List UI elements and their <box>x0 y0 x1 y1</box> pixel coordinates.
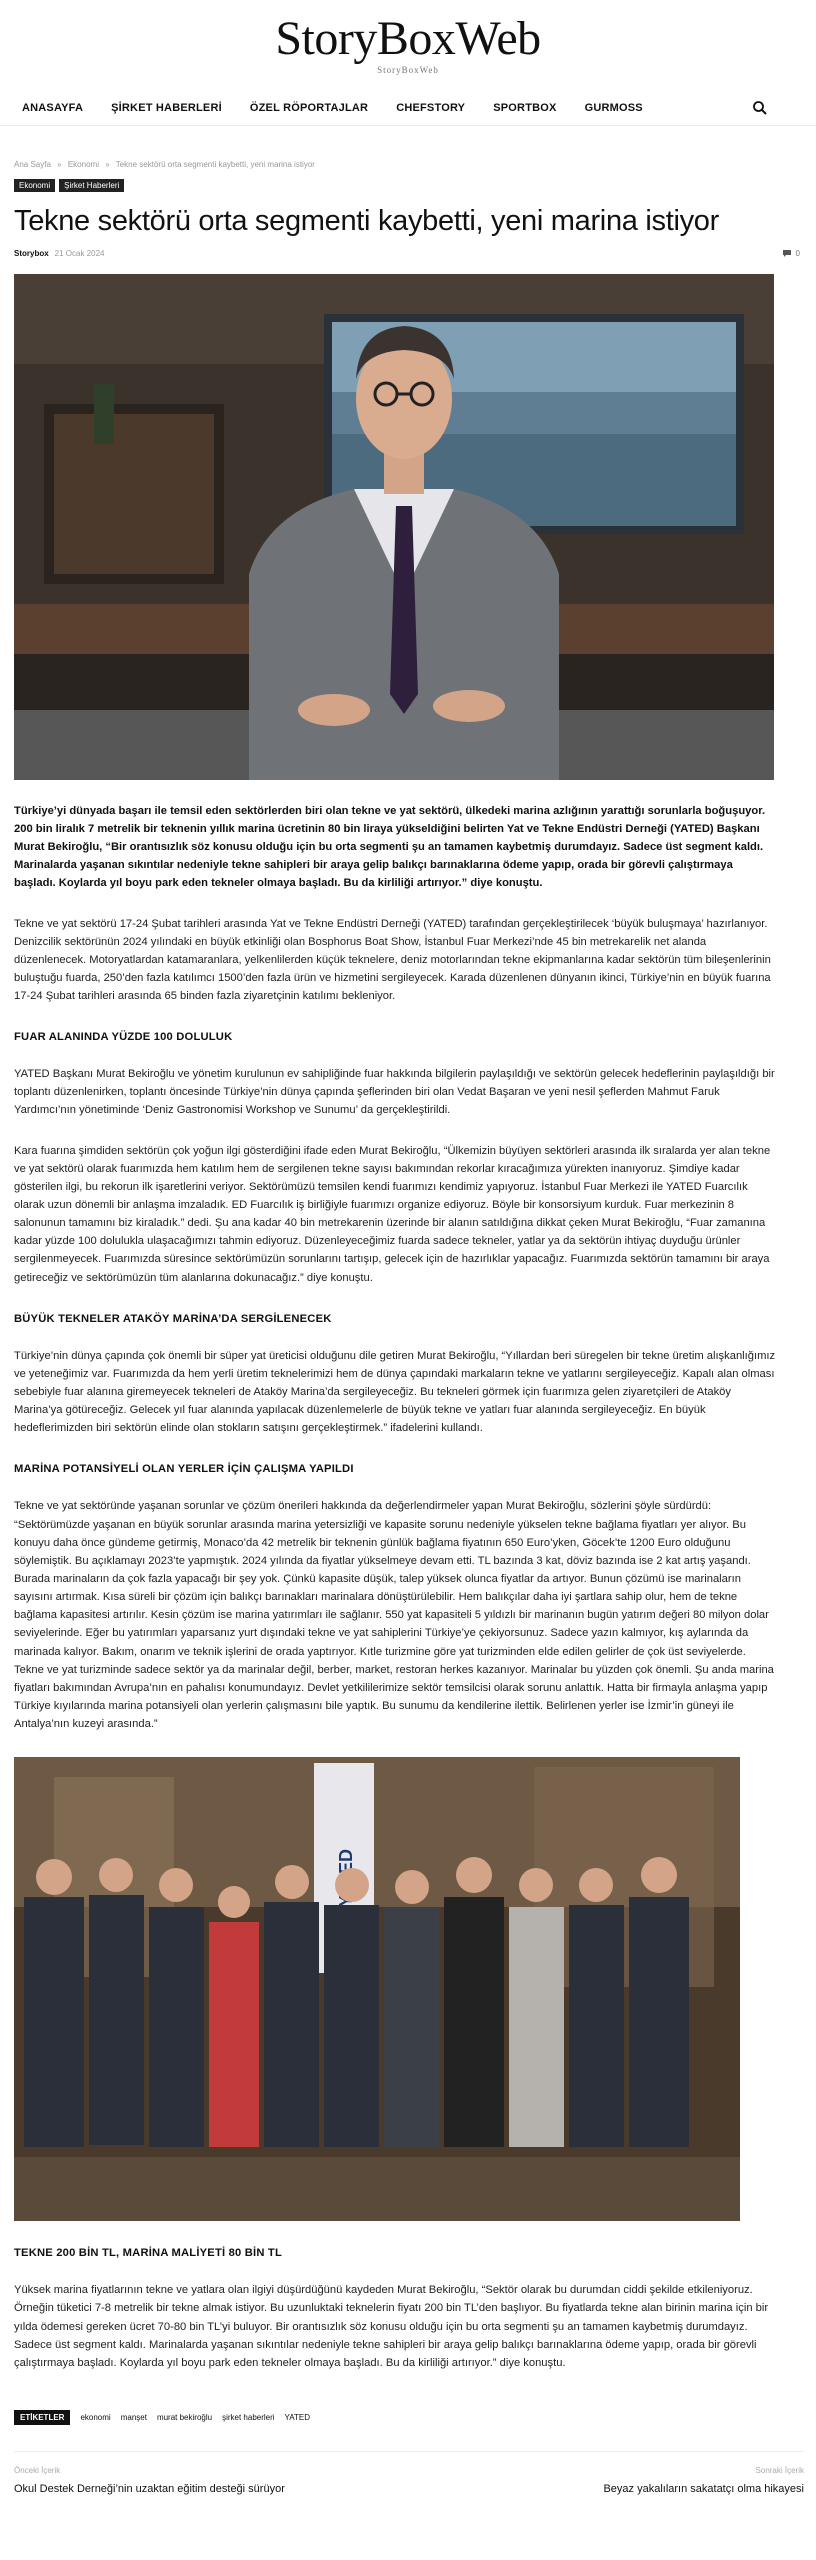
article-paragraph-5: Tekne ve yat sektöründe yaşanan sorunlar ve çözüm önerileri hakkında da değerlendirmeler yapan Murat Bekiroğlu, sözlerini şöyle sürdürdü: “Sektörümüzde yaşanan en büyük sorunlar arasında marina yetersizliği ve kapasite sorunu nedeniyle yükselen tekne bağlama fiyatları yer alıyor. Bu konuyu daha önce gündeme getirmiş, Monaco’da 42 metrelik bir teknenin günlük bağlama fiyatının 650 Euro’yken, Göcek’te 1200 Euro olduğunu söylemiştik. Bu açıklamayı 2023’te yapmıştık. 2024 yılında da fiyatlar yükselmeye devam etti. TL bazında 3 kat, döviz bazında ise 2 kat artış yaşandı. Burada marinaların da çok fazla yapacağı bir şey yok. Çünkü kapasite düşük, talep yüksek olunca fiyatlar da artıyor. Bunun çözümü ise marinaların sayısını artırmak. Kısa süreli bir çözüm için balıkçı barınakları marinalara dönüştürülebilir. Hem balıkçılar daha iyi şartlara sahip olur, hem de tekne bağlama kapasitesi artırılır. Kesin çözüm ise marina yatırımları ile sağlanır. 550 yat kapasiteli 5 yıldızlı bir marinanın bugün yatırım değeri 80 milyon dolar seviyelerinde. Eğer bu yatırımları yaparsanız yurt dışındaki tekne ve yat sahiplerini Türkiye’ye çekiyorsunuz. Sadece yazın kalmıyor, kış aylarında da marinada kalıyor. Bakım, onarım ve teknik işlerini de orada yaptırıyor. Kıtle turizmine göre yat turizminden elde edilen gelirler de çok üst seviyelerde. Tekne ve yat turizminde sadece sektör ya da marinalar değil, berber, market, restoran herkes kazanıyor. Marinalar bu yüzden çok önemli. Şu anda marina fiyatları bakımından Avrupa’nın en pahalısı konumundayız. Devlet yetkililerimize sektör temsilcisi olarak sorunu anlattık. Hatta bir firmayla anlaşma yapıp Türkiye kıyılarında marina potansiyeli olan yerlerin çalışmasını bile yaptık. Bu sunumu da kendilerine ilettik. Belirlenen yerler ise İzmir’in güneyi ile Antalya’nın kuzeyi arasında.” <box>14 1500 774 1731</box>
article-paragraph-4: Türkiye’nin dünya çapında çok önemli bir süper yat üreticisi olduğunu dile getiren Murat Bekiroğlu, “Yıllardan beri süregelen bir tekne üretim alışkanlığımız ve yeteneğimiz var. Fuarımızda da hem yerli üretim teknelerimizi hem de dünya çapındaki markaların tekne ve yatlarını sergileyeceğiz. Kapalı alan olması sebebiyle fuar alanına giremeyecek tekneleri de Ataköy Marina’da sergileyeceğiz. Bu tekneleri görmek için fuarımıza gelen ziyaretçileri de Ataköy Marina’ya götüreceğiz. Gelecek yıl fuar alanında yapılacak düzenlemelerle de büyük tekne ve yatları fuar alanında sergileyeceğiz. En büyük hedeflerimizden biri sektörün elinde olan stokların satışını gerçekleştirmek.” ifadelerini kullandı. <box>14 1349 776 1435</box>
category-badges <box>14 179 804 192</box>
previous-post-link[interactable]: Okul Destek Derneği’nin uzaktan eğitim desteği sürüyor <box>14 2482 285 2495</box>
tags-bar <box>14 2410 804 2425</box>
post-navigation <box>14 2451 804 2495</box>
nav-item-sirket-haberleri[interactable]: ŞİRKET HABERLERİ <box>111 101 222 114</box>
article-subheading-2: BÜYÜK TEKNELER ATAKÖY MARİNA’DA SERGİLENECEK <box>14 1312 332 1325</box>
comment-icon <box>782 249 792 258</box>
site-header <box>0 0 816 90</box>
next-post <box>603 2466 804 2495</box>
site-logo-sub: StoryBoxWeb <box>377 65 439 75</box>
previous-post-label: Önceki İçerik <box>14 2465 61 2475</box>
article-paragraph-6: Yüksek marina fiyatlarının tekne ve yatlara olan ilgiyi düşürdüğünü kaydeden Murat Bekiroğlu, “Sektör olarak bu durumdan ciddi şekilde etkileniyoruz. Örneğin tüketici 7-8 metrelik bir tekne almak istiyor. Bu uzunluktaki teknelerin fiyatı 200 bin TL’den başlıyor. Bu fiyatlarda tekne alan birinin marina için bir yılda ödemesi gereken ücret 70-80 bin TL’yi buluyor. Bir orantısızlık söz konusu olduğu için bu orta segmenti şu an tamamen kaybetmiş durumdayız. Sadece üst segment kaldı. Marinalarda yaşanan sıkıntılar nedeniyle tekne sahipleri bir araya gelip balıkçı barınaklarına ödeme yapıp, orada bir görevli çalıştırmaya başladı. Koylarda yıl boyu park eden tekneler olmaya başladı. Bu da kirliliği artırıyor.” diye konuştu. <box>14 2284 769 2369</box>
article-lead: Türkiye’yi dünyada başarı ile temsil eden sektörlerden biri olan tekne ve yat sektörü, ülkedeki marina azlığının yarattığı sorunlarla boğuşuyor. 200 bin liralık 7 metrelik bir teknenin yıllık marina ücretinin 80 bin liraya yükseldiğini belirten Yat ve Tekne Endüstri Derneği (YATED) Başkanı Murat Bekiroğlu, “Bir orantısızlık söz konusu olduğu için bu orta segmenti şu an tamamen kaybetmiş durumdayız. Sadece üst segment kaldı. Marinalarda yaşanan sıkıntılar nedeniyle tekne sahipleri bir araya gelip balıkçı barınaklarına ödeme yapıp, orada bir görevli çalıştırmaya başladı. Koylarda yıl boyu park eden tekneler olmaya başladı. Bu da kirliliği artırıyor.” diye konuştu. <box>14 804 766 890</box>
breadcrumb <box>14 160 804 169</box>
group-photo-image <box>14 1757 740 2221</box>
breadcrumb-separator: » <box>57 160 62 169</box>
breadcrumb-current: Tekne sektörü orta segmenti kaybetti, yeni marina istiyor <box>115 160 315 169</box>
breadcrumb-separator-2: » <box>105 160 110 169</box>
group-photo <box>14 1757 740 2221</box>
nav-item-gurmoss[interactable]: GURMOSS <box>584 101 643 114</box>
next-post-link[interactable]: Beyaz yakalıların sakatatçı olma hikayesi <box>603 2482 804 2495</box>
nav-item-chefstory[interactable]: CHEFSTORY <box>396 101 466 114</box>
tag-link[interactable]: murat bekiroğlu <box>156 2412 213 2422</box>
tag-link[interactable]: ekonomi <box>80 2412 111 2422</box>
tag-link[interactable]: manşet <box>120 2412 147 2422</box>
portrait-photo <box>14 274 774 780</box>
next-post-label: Sonraki İçerik <box>755 2465 804 2475</box>
article-content <box>0 160 816 2495</box>
hero-image <box>14 274 774 780</box>
nav-item-sportbox[interactable]: SPORTBOX <box>493 101 557 114</box>
article-subheading-1: FUAR ALANINDA YÜZDE 100 DOLULUK <box>14 1031 233 1044</box>
main-nav <box>0 90 816 126</box>
tags-label: ETİKETLER <box>14 2410 70 2425</box>
tag-link[interactable]: YATED <box>284 2412 311 2422</box>
category-badge-sirket-haberleri[interactable]: Şirket Haberleri <box>59 179 124 192</box>
article-date: 21 Ocak 2024 <box>54 248 105 258</box>
tag-link[interactable]: şirket haberleri <box>222 2412 275 2422</box>
previous-post <box>14 2466 285 2495</box>
site-logo[interactable]: StoryBoxWeb <box>275 12 541 65</box>
category-badge-ekonomi[interactable]: Ekonomi <box>14 179 55 192</box>
article-author[interactable]: Storybox <box>14 248 49 258</box>
article-paragraph-2: YATED Başkanı Murat Bekiroğlu ve yönetim kurulunun ev sahipliğinde fuar hakkında bilgilerin paylaşıldığı ve sektörün gelecek hedeflerinin paylaşıldığı bir toplantı düzenlenirken, toplantı öncesinde Türkiye’nin dünya çapında şeflerinden biri olan Vedat Başaran ve yeni nesil şeflerden Mahmut Faruk Yardımcı’nın yönetiminde ‘Deniz Gastronomisi Workshop ve Sunumu’ da gerçekleştirildi. <box>14 1068 775 1117</box>
article-paragraph-1: Tekne ve yat sektörü 17-24 Şubat tarihleri arasında Yat ve Tekne Endüstri Derneği (YATED) tarafından gerçekleştirilecek ‘büyük buluşmaya’ hazırlanıyor. Denizcilik sektörünün 2024 yılındaki en büyük etkinliği olan Bosphorus Boat Show, İstanbul Fuar Merkezi’nde 45 bin metrekarelik net alanda düzenlenecek. Motoryatlardan katamaranlara, yelkenlilerden küçük teknelere, deniz motorlarından tekne ekipmanlarına kadar sektörün tüm bileşenlerinin buluştuğu fuarda, 250’den fazla katılımcı 1500’den fazla ürün ve hizmetini sergileyecek. Karada düzenlenen dünyanın ikinci, Türkiye’nin en büyük fuarına 17-24 Şubat tarihleri arasında 65 binden fazla ziyaretçinin katılımı bekleniyor. <box>14 917 771 1003</box>
search-icon[interactable] <box>752 100 768 116</box>
breadcrumb-home[interactable]: Ana Sayfa <box>14 160 51 169</box>
comment-count-value: 0 <box>795 248 800 258</box>
article-subheading-3: MARİNA POTANSİYELİ OLAN YERLER İÇİN ÇALIŞMA YAPILDI <box>14 1463 354 1476</box>
nav-item-ozel-roportajlar[interactable]: ÖZEL RÖPORTAJLAR <box>249 101 369 114</box>
article-title: Tekne sektörü orta segmenti kaybetti, yeni marina istiyor <box>14 205 719 237</box>
article-subheading-4: TEKNE 200 BİN TL, MARİNA MALİYETİ 80 BİN TL <box>14 2247 283 2260</box>
nav-item-anasayfa[interactable]: ANASAYFA <box>22 101 84 114</box>
comment-count[interactable] <box>782 249 800 258</box>
breadcrumb-category[interactable]: Ekonomi <box>67 160 99 169</box>
article-meta <box>14 249 804 258</box>
article-paragraph-3: Kara fuarına şimdiden sektörün çok yoğun ilgi gösterdiğini ifade eden Murat Bekiroğlu, “Ülkemizin büyüyen sektörleri arasında ilk sıralarda yer alan tekne ve yat sektörü olarak fuarımızda hem katılım hem de sergilenen tekne sayısı bakımından rekorlar kıracağımıza yürekten inanıyoruz. Şimdiye kadar gösterilen ilgi, bu rekorun ilk işaretlerini veriyor. Sektörümüzü temsilen kendi fuarımızı kendimiz yapıyoruz. İstanbul Fuar Merkezi ile YATED Fuarcılık olarak uzun dönemli bir anlaşma imzaladık. ED Fuarcılık iş birliğiyle fuarımızı organize ediyoruz. Böyle bir konsorsiyum kurduk. Fuar merkezinin 8 salonunun tamamını biz kiraladık.” dedi. Şu ana kadar 40 bin metrekarenin üzerinde bir alanın satıldığına dikkat çeken Murat Bekiroğlu, “Fuar zamanına kadar yüzde 100 dolulukla ulaşacağımızı tahmin ediyoruz. Düzenleyeceğimiz fuarda sadece tekneler, yatlar ya da sektörün ihtiyaç duyduğu ürünler sergilenmeyecek. Fuarımızda süresince sektörümüzün sorunlarını tartışıp, gelecek için de hazırlıklar yapacağız. Fuarımızda sektörün tamamını bir araya getireceğiz ve sektörümüzün tüm alanlarına dokunacağız.” diye konuştu. <box>14 1144 771 1284</box>
